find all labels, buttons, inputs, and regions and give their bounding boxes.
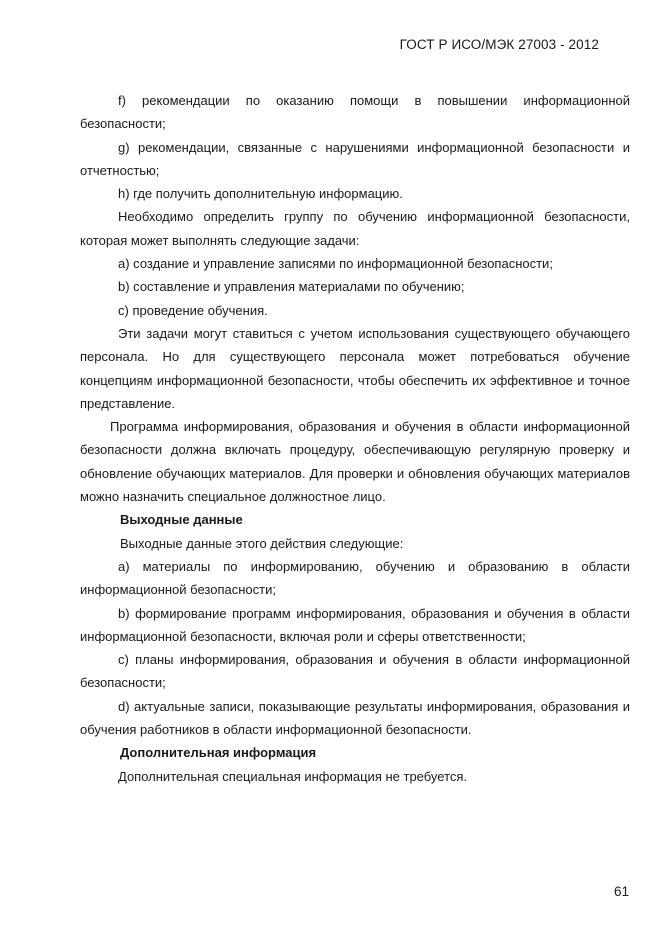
body-paragraph: Программа информирования, образования и обучения в области информационной безопасности должна включать процедуру, обеспечивающую регулярную проверку и обновление обучающих материалов. Для проверки и обновления обучающих материалов можно назначить специальное должностное лицо. (80, 419, 630, 505)
additional-text: Дополнительная специальная информация не требуется. (118, 768, 468, 784)
list-item: f) рекомендации по оказанию помощи в повышении информационной безопасности; (80, 93, 630, 132)
list-item: c) проведение обучения. (118, 302, 268, 318)
page-number: 61 (613, 884, 629, 899)
document-header: ГОСТ Р ИСО/МЭК 27003 - 2012 (399, 37, 599, 52)
list-item: a) материалы по информированию, обучению и образованию в области информационной безопасности; (80, 558, 630, 598)
section-heading-additional: Дополнительная информация (120, 745, 317, 761)
list-item: a) создание и управление записями по информационной безопасности; (118, 256, 553, 272)
output-intro: Выходные данные этого действия следующие: (120, 535, 404, 551)
list-item: g) рекомендации, связанные с нарушениями информационной безопасности и отчетностью; (80, 139, 630, 178)
body-paragraph: Эти задачи могут ставиться с учетом использования существующего обучающего персонала. Но для существующего персонала может потребоваться обучение концепциям информационной безопасности, чтобы обеспечить их эффективное и точное представление. (80, 325, 630, 411)
list-item: b) формирование программ информирования, образования и обучения в области информационной безопасности, включая роли и сферы ответственности; (80, 605, 630, 644)
body-paragraph: Необходимо определить группу по обучению информационной безопасности, которая может выполнять следующие задачи: (80, 209, 630, 248)
page-body (80, 89, 630, 788)
list-item: h) где получить дополнительную информацию. (118, 186, 403, 202)
list-item: b) составление и управления материалами по обучению; (118, 279, 465, 295)
section-heading-output: Выходные данные (120, 512, 243, 528)
list-item: c) планы информирования, образования и обучения в области информационной безопасности; (80, 652, 630, 691)
list-item: d) актуальные записи, показывающие результаты информирования, образования и обучения работников в области информационной безопасности. (80, 698, 630, 738)
